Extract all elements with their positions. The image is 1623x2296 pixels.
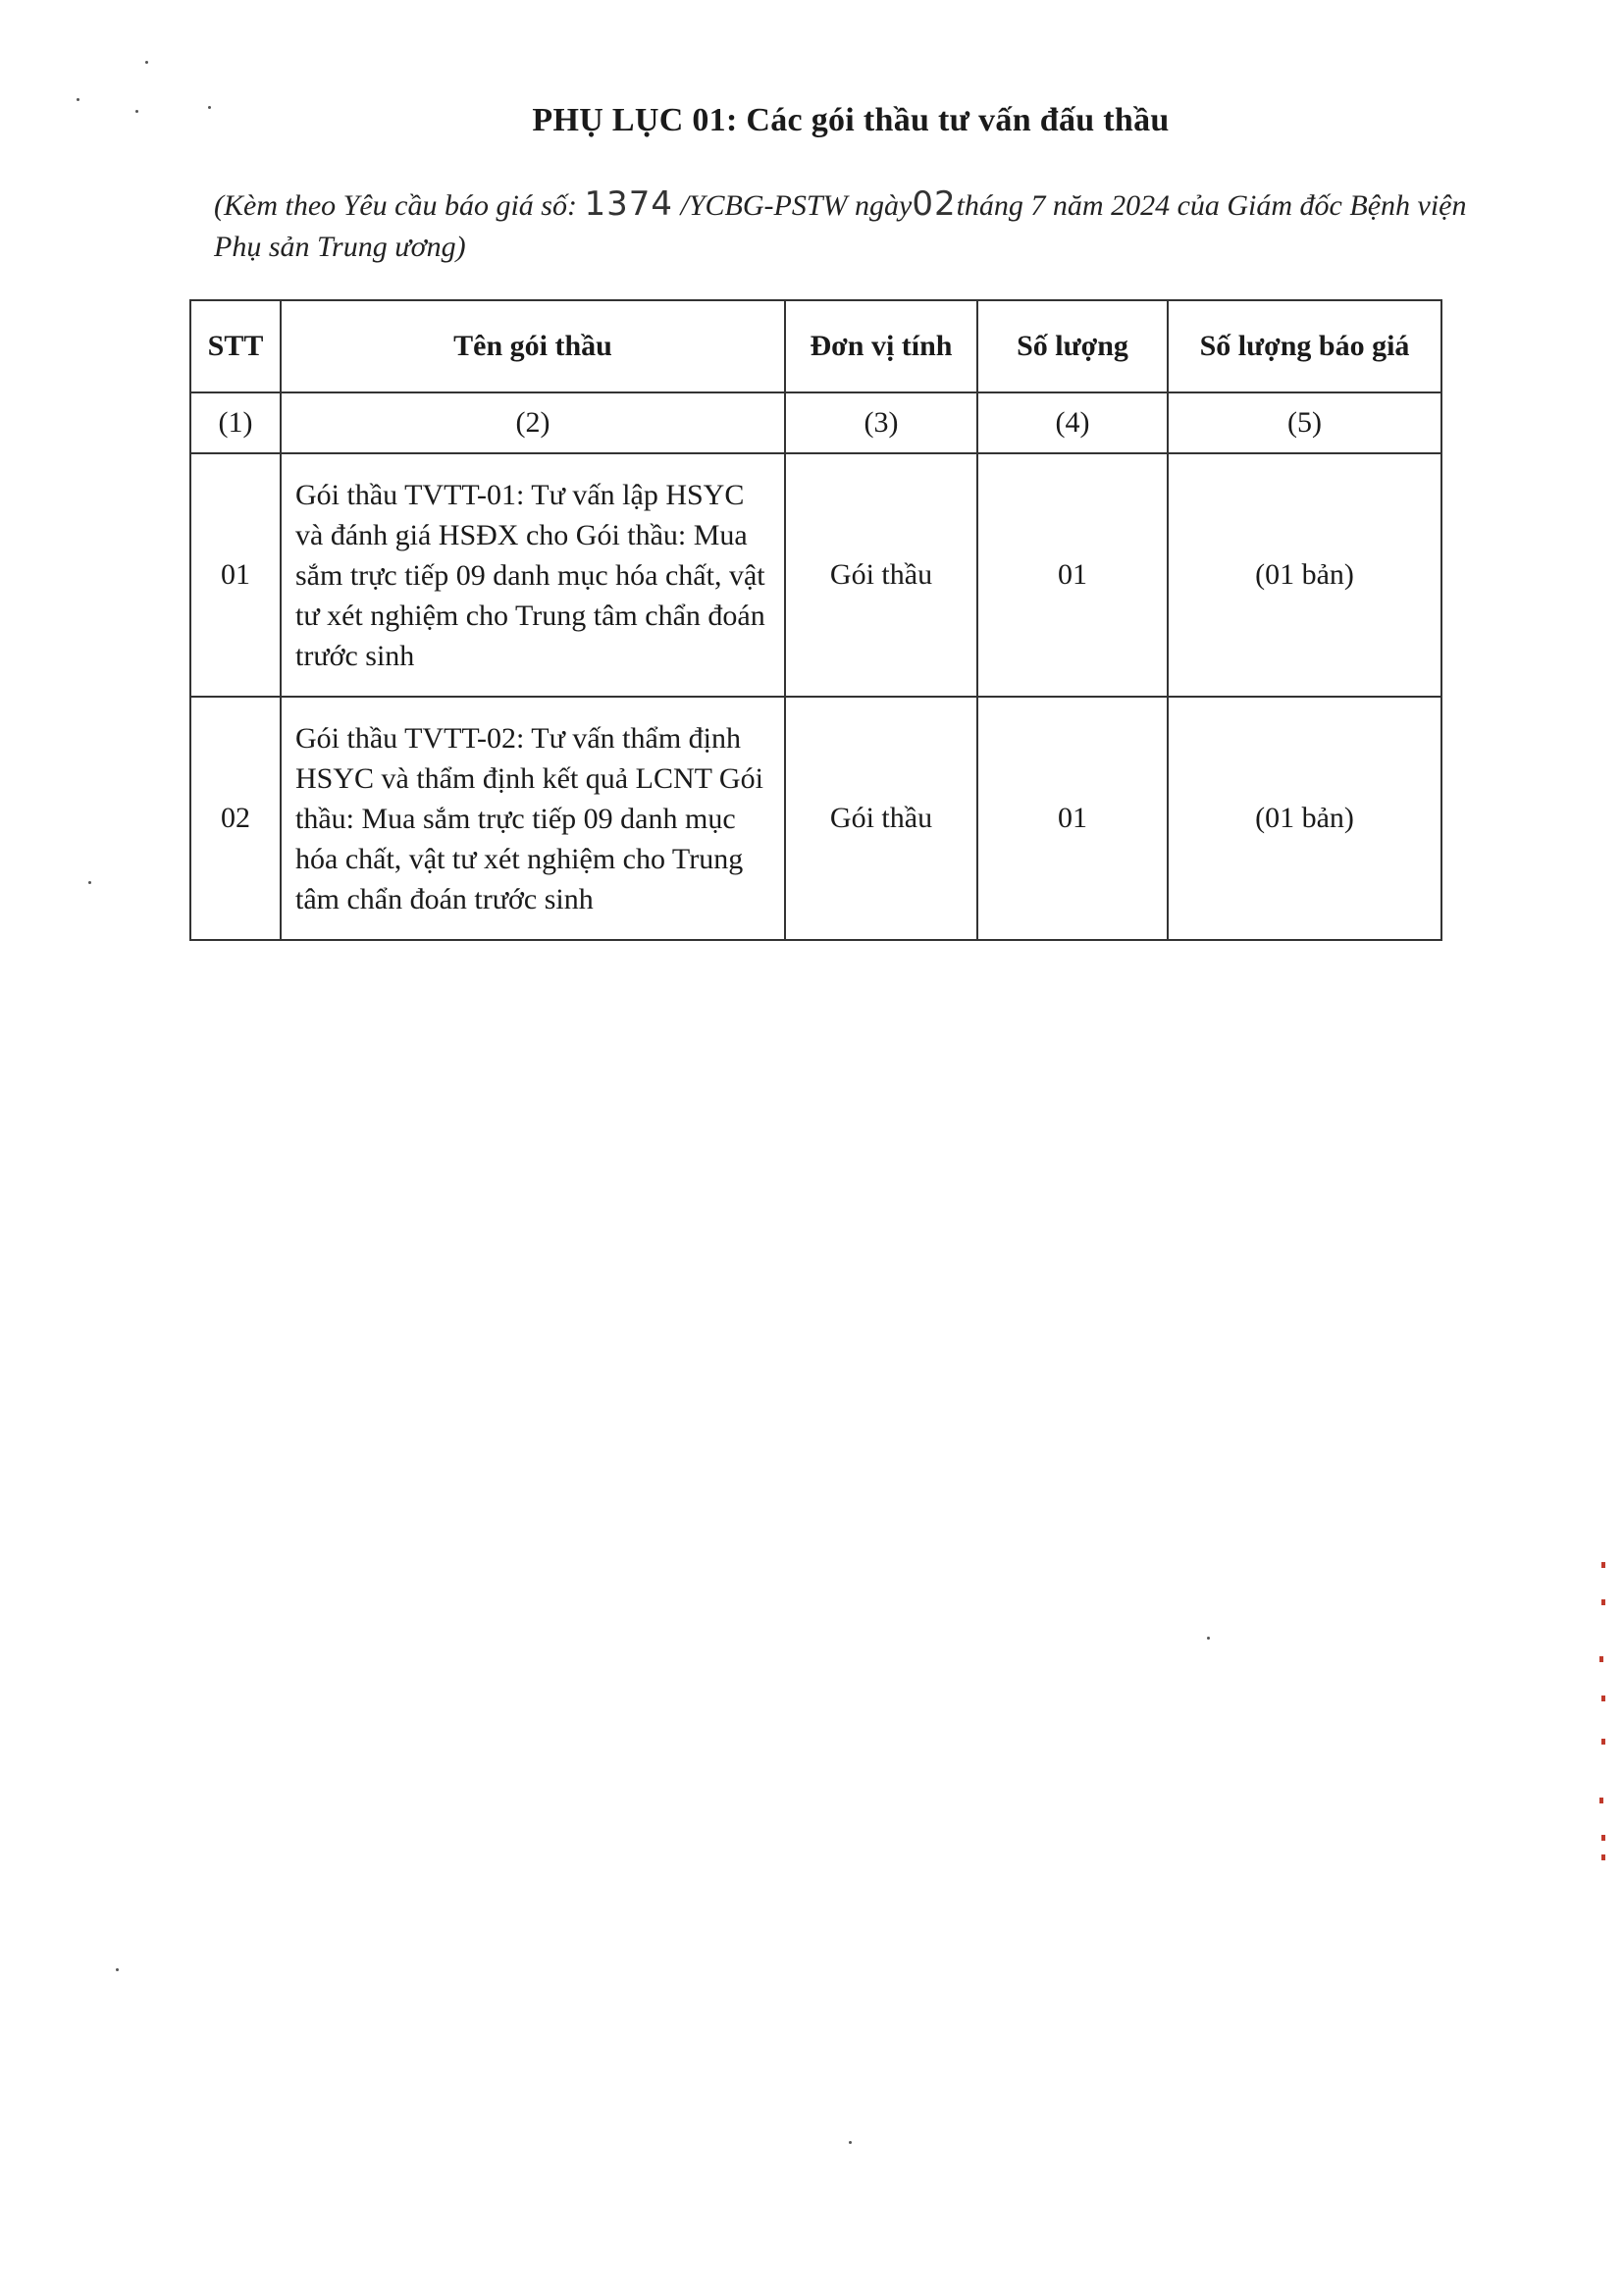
- handwritten-request-number: 1374: [584, 184, 673, 224]
- document-title: PHỤ LỤC 01: Các gói thầu tư vấn đấu thầu: [532, 102, 1170, 138]
- stamp-edge-mark: [1599, 1656, 1603, 1662]
- column-number: (5): [1168, 392, 1441, 453]
- header-quantity: Số lượng: [977, 300, 1168, 392]
- row-package-name: Gói thầu TVTT-01: Tư vấn lập HSYC và đánh giá HSĐX cho Gói thầu: Mua sắm trực tiếp 09 danh mục hóa chất, vật tư xét nghiệm cho Trung tâm chẩn đoán trước sinh: [281, 453, 785, 697]
- column-number: (4): [977, 392, 1168, 453]
- row-stt: 01: [190, 453, 281, 697]
- header-quote-quantity: Số lượng báo giá: [1168, 300, 1441, 392]
- stamp-edge-mark: [1601, 1599, 1605, 1605]
- column-number-row: [190, 392, 1441, 453]
- stamp-edge-mark: [1599, 1798, 1603, 1803]
- header-unit: Đơn vị tính: [785, 300, 977, 392]
- table-row: [190, 453, 1441, 697]
- scan-speck: [1207, 1637, 1210, 1640]
- row-quantity: 01: [977, 697, 1168, 940]
- scan-speck: [116, 1968, 119, 1971]
- document-subtitle: [214, 183, 1480, 268]
- scan-speck: [77, 98, 79, 101]
- handwritten-day: 02: [912, 184, 957, 224]
- stamp-edge-mark: [1601, 1739, 1605, 1745]
- stamp-edge-mark: [1601, 1854, 1605, 1860]
- subtitle-middle: /YCBG-PSTW ngày: [672, 189, 913, 222]
- row-stt: 02: [190, 697, 281, 940]
- subtitle-prefix: (Kèm theo Yêu cầu báo giá số:: [214, 189, 585, 222]
- stamp-edge-mark: [1601, 1696, 1605, 1701]
- row-unit: Gói thầu: [785, 453, 977, 697]
- table-row: [190, 697, 1441, 940]
- table-header-row: [190, 300, 1441, 392]
- row-package-name: Gói thầu TVTT-02: Tư vấn thẩm định HSYC và thẩm định kết quả LCNT Gói thầu: Mua sắm trực tiếp 09 danh mục hóa chất, vật tư xét nghiệm cho Trung tâm chẩn đoán trước sinh: [281, 697, 785, 940]
- scan-speck: [135, 110, 138, 113]
- header-package-name: Tên gói thầu: [281, 300, 785, 392]
- column-number: (2): [281, 392, 785, 453]
- row-quote-quantity: (01 bản): [1168, 453, 1441, 697]
- header-stt: STT: [190, 300, 281, 392]
- column-number: (3): [785, 392, 977, 453]
- scan-speck: [145, 61, 148, 64]
- tender-packages-table: [189, 299, 1442, 941]
- scan-speck: [88, 881, 91, 884]
- row-unit: Gói thầu: [785, 697, 977, 940]
- row-quote-quantity: (01 bản): [1168, 697, 1441, 940]
- stamp-edge-mark: [1601, 1835, 1605, 1841]
- column-number: (1): [190, 392, 281, 453]
- stamp-edge-mark: [1601, 1562, 1605, 1568]
- subtitle-suffix: tháng 7 năm 2024 của Giám đốc Bệnh viện Phụ sản Trung ương): [214, 189, 1467, 263]
- row-quantity: 01: [977, 453, 1168, 697]
- scan-speck: [849, 2141, 852, 2144]
- scan-speck: [208, 106, 211, 109]
